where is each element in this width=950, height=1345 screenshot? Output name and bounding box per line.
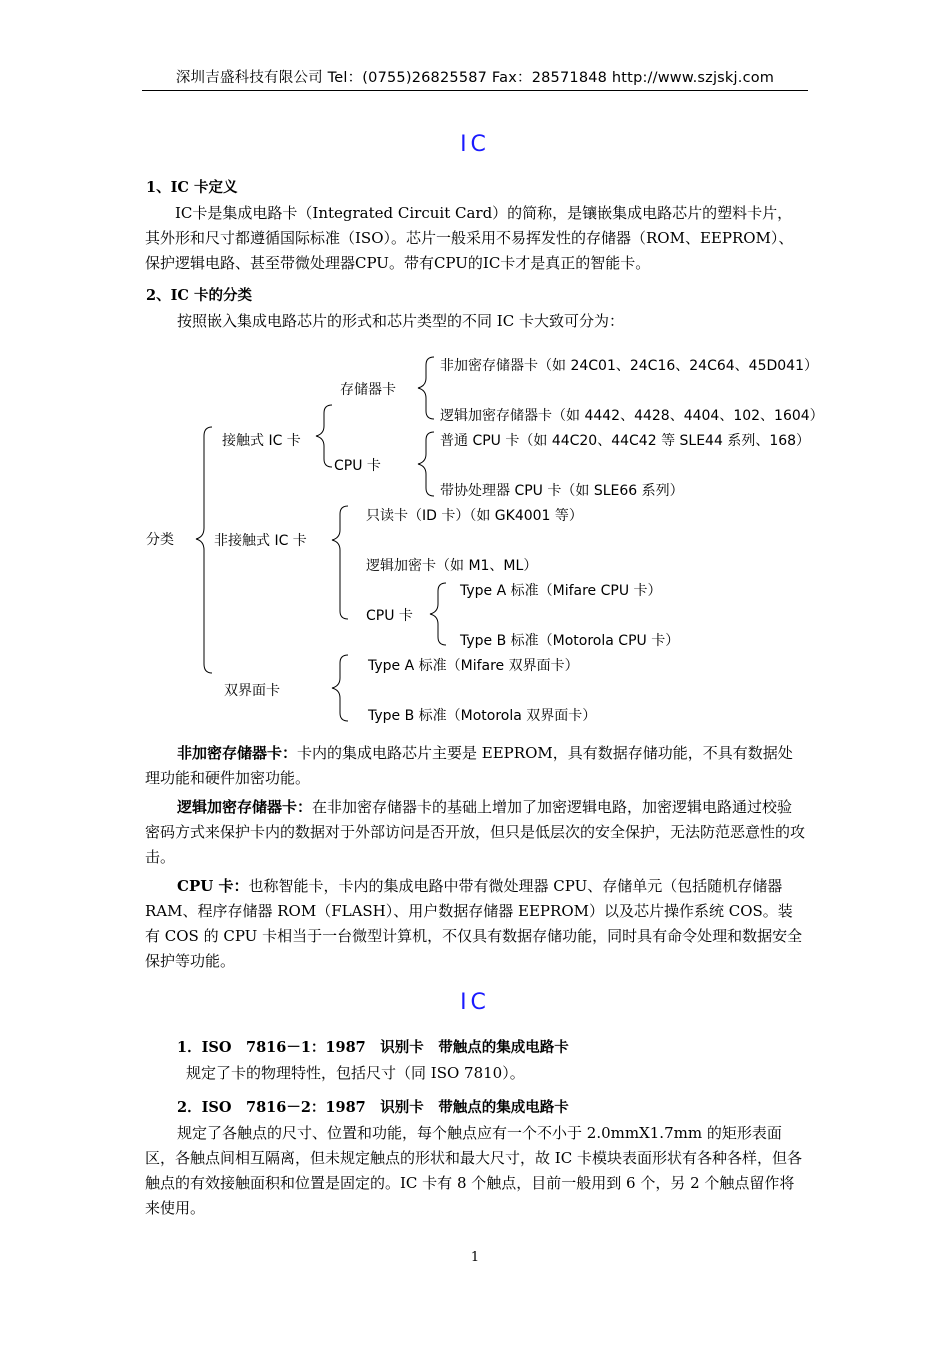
tree-memory-card: 存储器卡 [340,382,396,398]
tree-cpu-normal: 普通 CPU 卡（如 44C20、44C42 等 SLE44 系列、168） [440,433,811,449]
tree-contactless-cpu-typeb: Type B 标准（Motorola CPU 卡） [460,633,680,649]
heading-iso-7816-2: 2．ISO 7816－2：1987 识别卡 带触点的集成电路卡 [177,1099,569,1116]
para-iso-7816-1: 规定了卡的物理特性，包括尺寸（同 ISO 7810）。 [186,1064,525,1082]
tree-memory-nonencrypted: 非加密存储器卡（如 24C01、24C16、24C64、45D041） [440,358,818,374]
tree-memory-logic-encrypted: 逻辑加密存储器卡（如 4442、4428、4404、102、1604） [440,408,824,424]
tree-contactless-cpu-typea: Type A 标准（Mifare CPU 卡） [460,583,662,599]
tree-dual-typea: Type A 标准（Mifare 双界面卡） [368,658,579,674]
def-text: 卡内的集成电路芯片主要是 EEPROM，具有数据存储功能，不具有数据处理功能和硬件加密功能。 [145,744,793,787]
heading-iso-7816-1: 1．ISO 7816－1：1987 识别卡 带触点的集成电路卡 [177,1039,569,1056]
def-text: 也称智能卡，卡内的集成电路中带有微处理器 CPU、存储单元（包括随机存储器 RAM、程序存储器 ROM（FLASH）、用户数据存储器 EEPROM）以及芯片操作系统 COS。装有 COS 的 CPU 卡相当于一台微型计算机，不仅具有数据存储功能，同时具有命令处理和数据安全保护等功能。 [145,877,803,970]
def-term: 非加密存储器卡： [177,744,298,762]
tree-contact-card: 接触式 IC 卡 [222,433,301,449]
tree-contactless-readonly: 只读卡（ID 卡）（如 GK4001 等） [366,508,583,524]
def-term: 逻辑加密存储器卡： [177,798,313,816]
page-header: 深圳吉盛科技有限公司 Tel：(0755)26825587 Fax：28571848 http://www.szjskj.com [175,70,775,86]
heading-ic-classification: 2、IC 卡的分类 [146,287,252,304]
section-title-1: IC [460,132,490,157]
tree-cpu-coprocessor: 带协处理器 CPU 卡（如 SLE66 系列） [440,483,684,499]
def-logic-encrypted [145,795,807,870]
tree-root: 分类 [146,532,174,548]
page-number: 1 [470,1250,480,1265]
tree-contactless-logic: 逻辑加密卡（如 M1、ML） [366,558,538,574]
para-iso-7816-2: 规定了各触点的尺寸、位置和功能，每个触点应有一个不小于 2.0mmX1.7mm 的矩形表面区，各触点间相互隔离，但未规定触点的形状和最大尺寸，故 IC 卡模块表面形状有各种各样，但各触点的有效接触面积和位置是固定的。IC 卡有 8 个触点，目前一般用到 6 个，另 2 个触点留作将来使用。 [145,1124,802,1217]
tree-cpu-card: CPU 卡 [334,458,381,474]
def-nonencrypted [145,741,807,791]
section-title-2: IC [460,990,490,1015]
heading-ic-definition: 1、IC 卡定义 [146,179,238,196]
def-text: 在非加密存储器卡的基础上增加了加密逻辑电路，加密逻辑电路通过校验密码方式来保护卡内的数据对于外部访问是否开放，但只是低层次的安全保护，无法防范恶意性的攻击。 [145,798,806,866]
tree-contactless-card: 非接触式 IC 卡 [214,533,307,549]
def-term: CPU 卡： [177,877,249,895]
para-ic-definition: IC卡是集成电路卡（Integrated Circuit Card）的简称，是镶嵌集成电路芯片的塑料卡片，其外形和尺寸都遵循国际标准（ISO）。芯片一般采用不易挥发性的存储器（ROM、EEPROM）、保护逻辑电路、甚至带微处理器CPU。带有CPU的IC卡才是真正的智能卡。 [145,204,794,272]
tree-contactless-cpu: CPU 卡 [366,608,413,624]
para-classification-intro: 按照嵌入集成电路芯片的形式和芯片类型的不同 IC 卡大致可分为： [177,312,624,330]
def-cpu-card [145,874,807,974]
tree-dual-typeb: Type B 标准（Motorola 双界面卡） [368,708,597,724]
tree-dual-interface: 双界面卡 [224,683,280,699]
